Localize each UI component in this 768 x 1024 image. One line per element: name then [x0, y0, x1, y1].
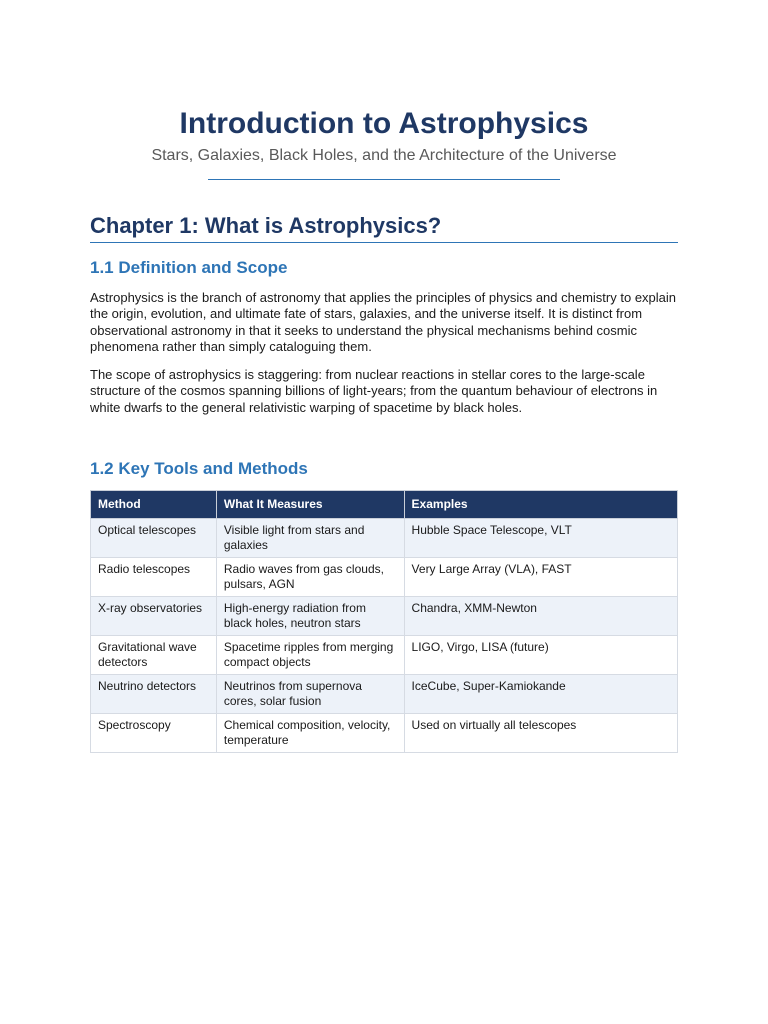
table-cell-measures: Radio waves from gas clouds, pulsars, AGN: [216, 558, 404, 597]
title-divider: [208, 179, 560, 180]
document-subtitle: Stars, Galaxies, Black Holes, and the Architecture of the Universe: [151, 147, 617, 164]
chapter-heading: Chapter 1: What is Astrophysics?: [90, 213, 442, 238]
table-row: [91, 675, 678, 714]
table-cell-method: Gravitational wave detectors: [91, 636, 217, 675]
table-cell-measures: High-energy radiation from black holes, neutron stars: [216, 597, 404, 636]
table-cell-method: Optical telescopes: [91, 519, 217, 558]
table-row: [91, 714, 678, 753]
table-header-row: [91, 491, 678, 519]
table-cell-measures: Spacetime ripples from merging compact objects: [216, 636, 404, 675]
section-heading-tools: 1.2 Key Tools and Methods: [90, 459, 308, 478]
table-cell-examples: Chandra, XMM-Newton: [404, 597, 677, 636]
table-cell-examples: Used on virtually all telescopes: [404, 714, 677, 753]
table-cell-measures: Chemical composition, velocity, temperature: [216, 714, 404, 753]
table-row: [91, 636, 678, 675]
chapter-divider: [90, 242, 678, 243]
column-header-measures: What It Measures: [216, 491, 404, 519]
section-heading-definition: 1.1 Definition and Scope: [90, 258, 288, 277]
table-cell-measures: Visible light from stars and galaxies: [216, 519, 404, 558]
table-cell-measures: Neutrinos from supernova cores, solar fusion: [216, 675, 404, 714]
table-cell-method: X-ray observatories: [91, 597, 217, 636]
paragraph-scope: The scope of astrophysics is staggering: from nuclear reactions in stellar cores to the large-scale structure of the cosmos spanning billions of light-years; from the quantum behaviour of electrons in white dwarfs to the general relativistic warping of spacetime by black holes.: [90, 367, 658, 415]
table-cell-method: Spectroscopy: [91, 714, 217, 753]
document-title: Introduction to Astrophysics: [179, 107, 589, 140]
column-header-method: Method: [91, 491, 217, 519]
table-row: [91, 597, 678, 636]
column-header-examples: Examples: [404, 491, 677, 519]
table-cell-examples: Hubble Space Telescope, VLT: [404, 519, 677, 558]
paragraph-definition: Astrophysics is the branch of astronomy that applies the principles of physics and chemistry to explain the origin, evolution, and ultimate fate of stars, galaxies, and the universe itself. It is distinct from observational astronomy in that it seeks to understand the physical mechanisms behind cosmic phenomena rather than simply cataloguing them.: [90, 290, 677, 354]
table-row: [91, 558, 678, 597]
table-cell-method: Neutrino detectors: [91, 675, 217, 714]
table-row: [91, 519, 678, 558]
table-cell-examples: LIGO, Virgo, LISA (future): [404, 636, 677, 675]
methods-table: [90, 490, 678, 753]
table-cell-examples: IceCube, Super-Kamiokande: [404, 675, 677, 714]
table-cell-examples: Very Large Array (VLA), FAST: [404, 558, 677, 597]
table-cell-method: Radio telescopes: [91, 558, 217, 597]
